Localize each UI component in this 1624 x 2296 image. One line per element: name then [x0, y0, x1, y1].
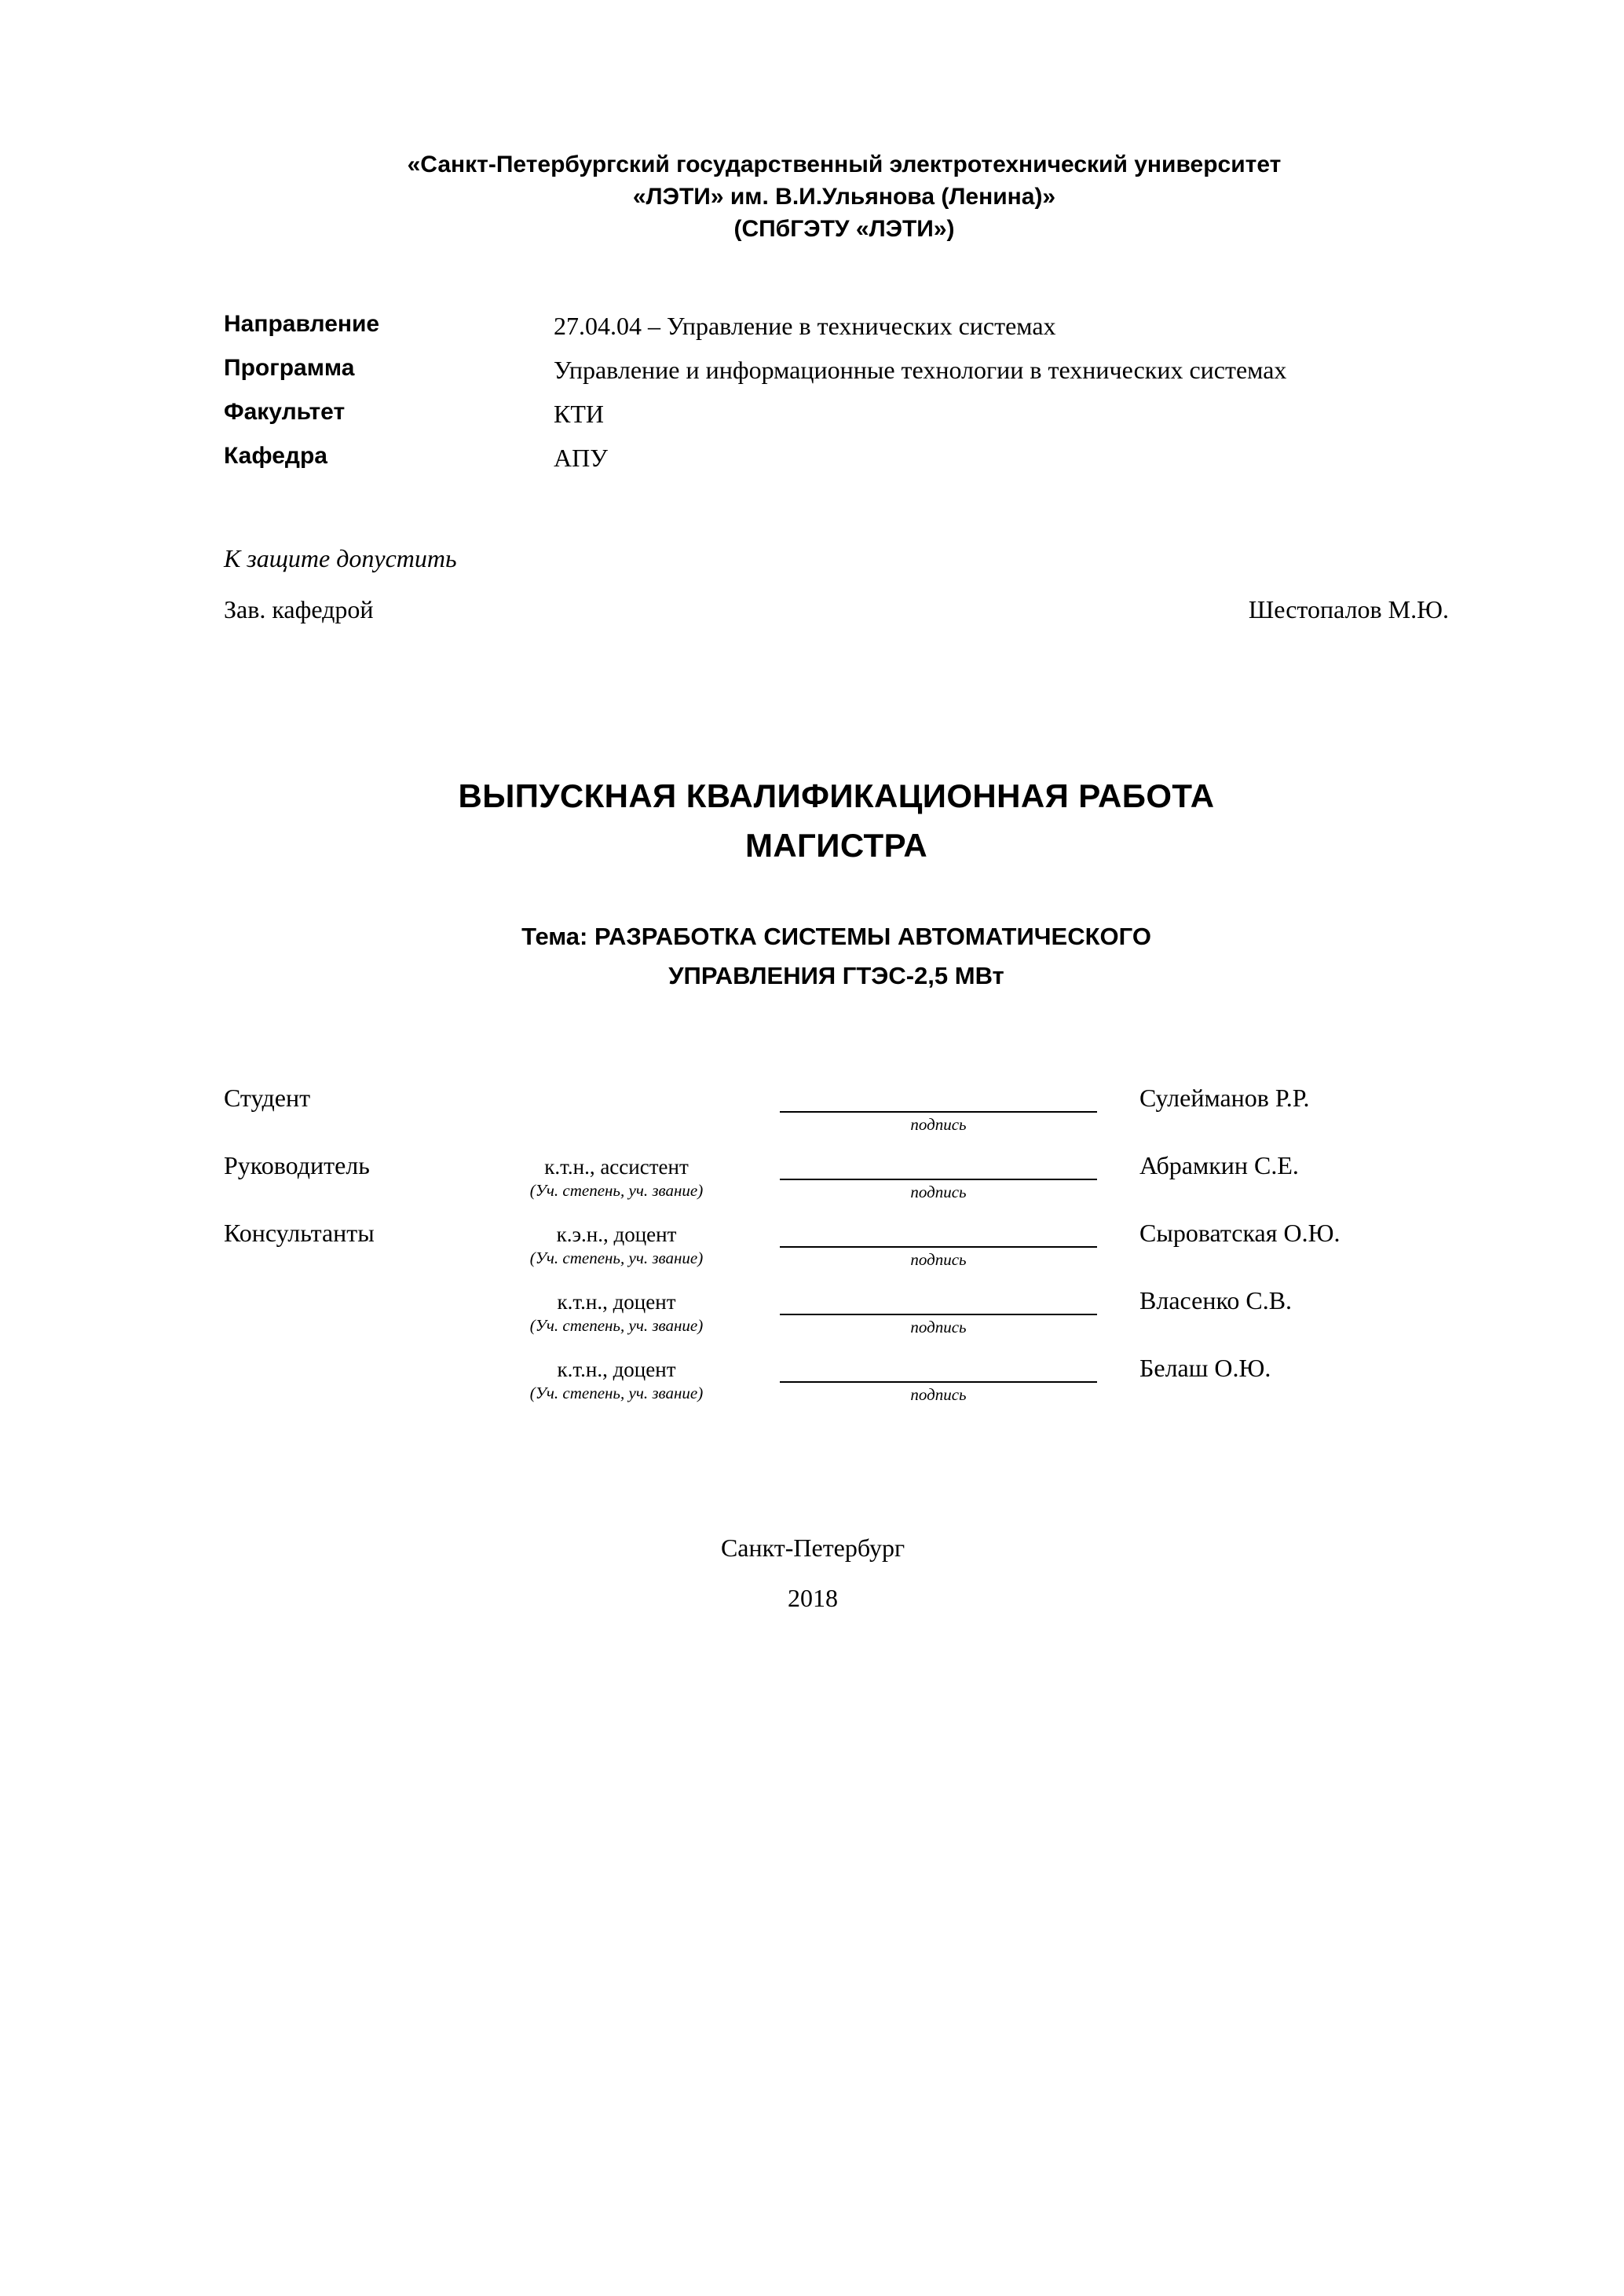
signature-degree-supervisor: к.т.н., ассистент (Уч. степень, уч. звание)	[459, 1147, 774, 1201]
university-line-2: «ЛЭТИ» им. В.И.Ульянова (Ленина)»	[632, 183, 1056, 210]
signature-caption: подпись	[910, 1182, 967, 1201]
signature-caption: подпись	[910, 1249, 967, 1269]
degree-note: (Уч. степень, уч. звание)	[529, 1248, 704, 1267]
signature-row-consultant-2	[224, 1282, 1480, 1337]
document-subject	[224, 917, 1449, 996]
field-row-programma	[224, 350, 1480, 391]
signature-rule	[780, 1084, 1097, 1113]
signature-role-student: Студент	[224, 1083, 311, 1112]
field-label-kafedra: Кафедра	[224, 442, 327, 469]
signature-row-supervisor	[224, 1147, 1480, 1202]
signature-rule	[780, 1355, 1097, 1383]
field-row-fakultet	[224, 394, 1480, 435]
signature-line-consultant-3	[774, 1350, 1103, 1405]
page-content	[224, 149, 1480, 1623]
signature-block	[224, 1080, 1480, 1406]
program-fields	[224, 306, 1480, 478]
document-title	[224, 771, 1449, 870]
field-row-napravlenie	[224, 306, 1480, 347]
university-header	[232, 149, 1457, 245]
admission-note: К защите допустить	[224, 543, 457, 572]
signature-caption: подпись	[910, 1385, 967, 1405]
field-row-kafedra	[224, 438, 1480, 479]
field-value-programma: Управление и информационные технологии в технических системах	[554, 356, 1287, 385]
signature-degree-consultant-1: к.э.н., доцент (Уч. степень, уч. звание)	[459, 1215, 774, 1268]
signature-name-supervisor: Абрамкин С.Е.	[1139, 1150, 1299, 1179]
document-title-line-2: МАГИСТРА	[744, 827, 928, 865]
signature-row-consultant-3	[224, 1350, 1480, 1405]
footer-year: 2018	[788, 1584, 838, 1613]
page-footer	[200, 1523, 1425, 1623]
university-line-1: «Санкт-Петербургский государственный электротехнический университет	[407, 152, 1282, 177]
degree-note: (Уч. степень, уч. звание)	[529, 1180, 704, 1200]
degree-note: (Уч. степень, уч. звание)	[529, 1316, 704, 1336]
signature-degree-consultant-2: к.т.н., доцент (Уч. степень, уч. звание)	[459, 1282, 774, 1336]
signature-degree-consultant-3: к.т.н., доцент (Уч. степень, уч. звание)	[459, 1350, 774, 1403]
signature-role-supervisor: Руководитель	[224, 1150, 370, 1179]
signature-name-consultant-3: Белаш О.Ю.	[1139, 1354, 1271, 1383]
field-label-programma: Программа	[224, 355, 355, 382]
signature-name-student: Сулейманов Р.Р.	[1139, 1083, 1310, 1112]
field-value-fakultet: КТИ	[554, 400, 604, 429]
signature-role-consultants: Консультанты	[224, 1218, 375, 1247]
signature-name-consultant-2: Власенко С.В.	[1139, 1286, 1293, 1315]
field-value-napravlenie: 27.04.04 – Управление в технических системах	[554, 312, 1056, 341]
signature-row-consultant-1	[224, 1215, 1480, 1270]
admission-block	[224, 539, 1480, 630]
signature-role-empty-1	[224, 1282, 459, 1285]
field-value-kafedra: АПУ	[554, 443, 608, 472]
signature-role-empty-2	[224, 1350, 459, 1353]
signature-row-student	[224, 1080, 1480, 1135]
signature-rule	[780, 1287, 1097, 1315]
university-line-3: (СПбГЭТУ «ЛЭТИ»)	[733, 215, 955, 242]
signature-rule	[780, 1219, 1097, 1248]
signature-line-consultant-2	[774, 1282, 1103, 1337]
document-title-line-1: ВЫПУСКНАЯ КВАЛИФИКАЦИОННАЯ РАБОТА	[458, 777, 1215, 815]
admission-row	[224, 590, 1449, 630]
degree-note: (Уч. степень, уч. звание)	[529, 1384, 704, 1403]
signature-caption: подпись	[910, 1114, 967, 1134]
field-label-napravlenie: Направление	[224, 311, 380, 338]
signature-rule	[780, 1152, 1097, 1180]
admission-role: Зав. кафедрой	[224, 594, 374, 623]
signature-line-student	[774, 1080, 1103, 1135]
document-subject-line-2: УПРАВЛЕНИЯ ГТЭС-2,5 МВт	[668, 962, 1004, 990]
document-subject-line-1: Тема: РАЗРАБОТКА СИСТЕМЫ АВТОМАТИЧЕСКОГО	[521, 923, 1151, 951]
signature-line-supervisor	[774, 1147, 1103, 1202]
signature-caption: подпись	[910, 1318, 967, 1337]
field-label-fakultet: Факультет	[224, 399, 346, 426]
admission-name: Шестопалов М.Ю.	[1248, 594, 1449, 623]
signature-name-consultant-1: Сыроватская О.Ю.	[1139, 1218, 1341, 1247]
footer-city: Санкт-Петербург	[720, 1534, 905, 1563]
signature-line-consultant-1	[774, 1215, 1103, 1270]
